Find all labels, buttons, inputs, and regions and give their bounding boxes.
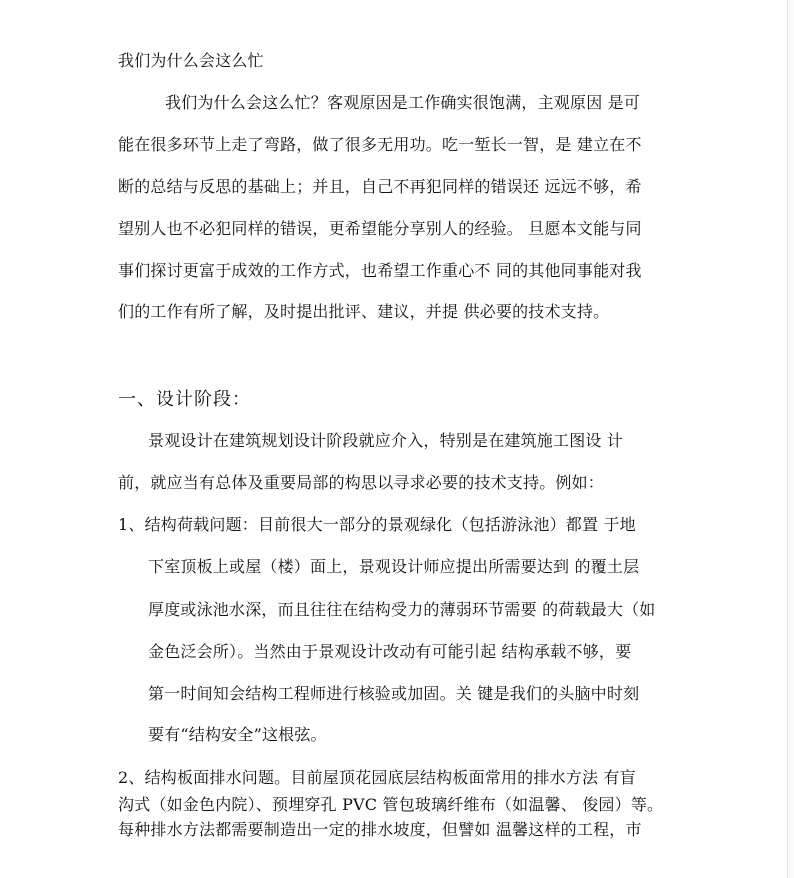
- intro-line: 们的工作有所了解，及时提出批评、建议，并提 供必要的技术支持。: [118, 302, 610, 321]
- section-intro-line: 景观设计在建筑规划设计阶段就应介入，特别是在建筑施工图设 计: [148, 431, 624, 450]
- intro-line: 事们探讨更富于成效的工作方式，也希望工作重心不 同的其他同事能对我: [118, 261, 642, 280]
- page-right-edge: [787, 0, 794, 878]
- list-item-line: 沟式（如金色内院）、预埋穿孔 PVC 管包玻璃纤维布（如温馨、 俊园）等。: [118, 795, 664, 814]
- intro-line: 断的总结与反思的基础上；并且，自己不再犯同样的错误还 远远不够，希: [118, 177, 642, 196]
- section-heading: 一、设计阶段：: [118, 389, 251, 410]
- intro-line: 望别人也不必犯同样的错误，更希望能分享别人的经验。 旦愿本文能与同: [118, 219, 642, 238]
- list-item-line: 要有“结构安全”这根弦。: [148, 725, 327, 744]
- intro-line: 能在很多环节上走了弯路，做了很多无用功。吃一堑长一智，是 建立在不: [118, 135, 642, 154]
- section-intro-line: 前，就应当有总体及重要局部的构思以寻求必要的技术支持。例如：: [118, 473, 605, 492]
- list-item-line: 第一时间知会结构工程师进行核验或加固。关 键是我们的头脑中时刻: [148, 684, 640, 703]
- list-item-line: 每种排水方法都需要制造出一定的排水坡度，但譬如 温馨这样的工程，市: [118, 820, 642, 839]
- list-item-line: 金色泛会所）。当然由于景观设计改动有可能引起 结构承载不够，要: [148, 642, 632, 661]
- intro-line: 我们为什么会这么忙？客观原因是工作确实很饱满，主观原因 是可: [165, 93, 641, 112]
- list-item-line: 1、结构荷载问题：目前很大一部分的景观绿化（包括游泳池）都置 于地: [118, 515, 636, 534]
- list-item-line: 下室顶板上或屋（楼）面上，景观设计师应提出所需要达到 的覆土层: [148, 557, 640, 576]
- list-item-line: 2、结构板面排水问题。目前屋顶花园底层结构板面常用的排水方法 有盲: [118, 768, 636, 787]
- list-item-line: 厚度或泳池水深，而且往往在结构受力的薄弱环节需要 的荷载最大（如: [148, 600, 656, 619]
- document-title: 我们为什么会这么忙: [118, 51, 264, 70]
